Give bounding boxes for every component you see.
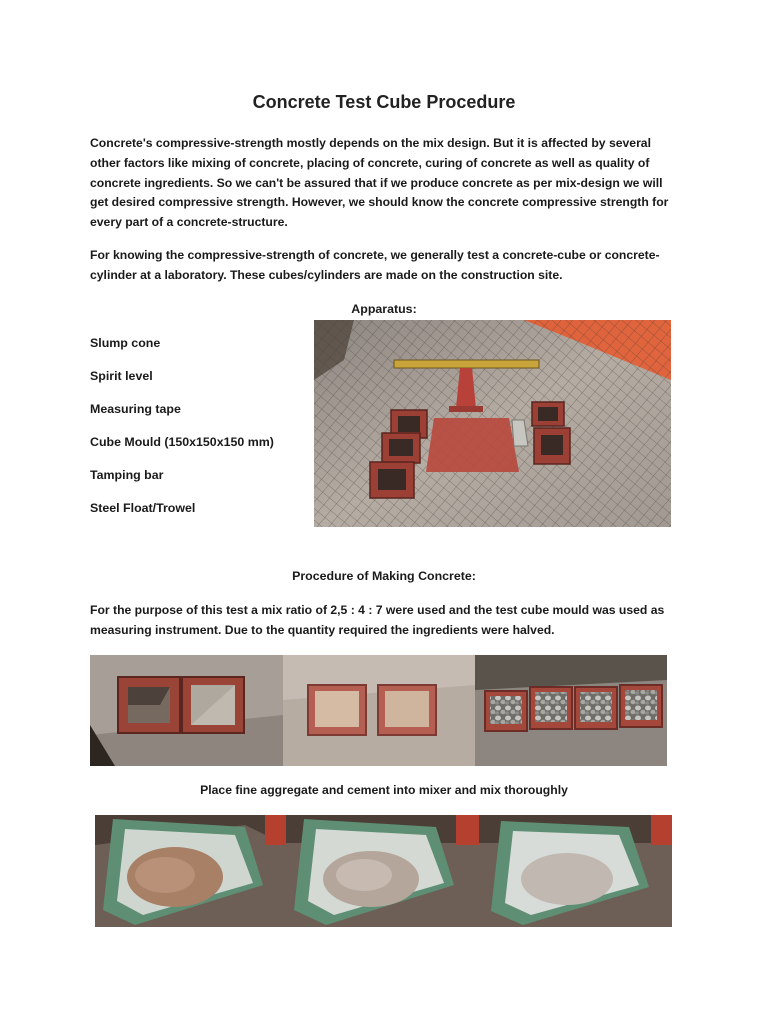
- page-title: Concrete Test Cube Procedure: [252, 92, 516, 112]
- second-paragraph: For knowing the compressive-strength of concrete, we generally test a concrete-cube or concrete-cylinder at a laboratory. These cubes/cylinders are made on the construction site.: [90, 248, 660, 282]
- intro-paragraph: Concrete's compressive-strength mostly depends on the mix design. But it is affected by several other factors like mixing of concrete, placing of concrete, curing of concrete as well as quality of concrete ingredients. So we can't be assured that if we produce concrete as per mix-design we will get desired compressive strength. However, we should know the concrete compressive strength for every part of a concrete-structure.: [90, 136, 669, 230]
- procedure-heading: Procedure of Making Concrete:: [292, 569, 476, 583]
- mould-photo-gravel: [475, 655, 667, 766]
- apparatus-list: [90, 333, 300, 531]
- mixing-caption: Place fine aggregate and cement into mixer and mix thoroughly: [200, 783, 568, 797]
- apparatus-heading: Apparatus:: [351, 302, 417, 316]
- wheelbarrow-photo-3: [479, 815, 672, 927]
- mould-photo-empty: [90, 655, 283, 766]
- procedure-paragraph: For the purpose of this test a mix ratio of 2,5 : 4 : 7 were used and the test cube mould was used as measuring instrument. Due to the quantity required the ingredients were halved.: [90, 603, 665, 637]
- apparatus-item: Steel Float/Trowel: [90, 501, 196, 515]
- apparatus-item: Spirit level: [90, 369, 153, 383]
- apparatus-item: Slump cone: [90, 336, 161, 350]
- wheelbarrow-photo-2: [286, 815, 479, 927]
- apparatus-item: Cube Mould (150x150x150 mm): [90, 435, 274, 449]
- apparatus-photo: [314, 320, 671, 527]
- wheelbarrow-photo-1: [95, 815, 286, 927]
- apparatus-item: Tamping bar: [90, 468, 164, 482]
- mould-photo-sand: [283, 655, 475, 766]
- apparatus-item: Measuring tape: [90, 402, 181, 416]
